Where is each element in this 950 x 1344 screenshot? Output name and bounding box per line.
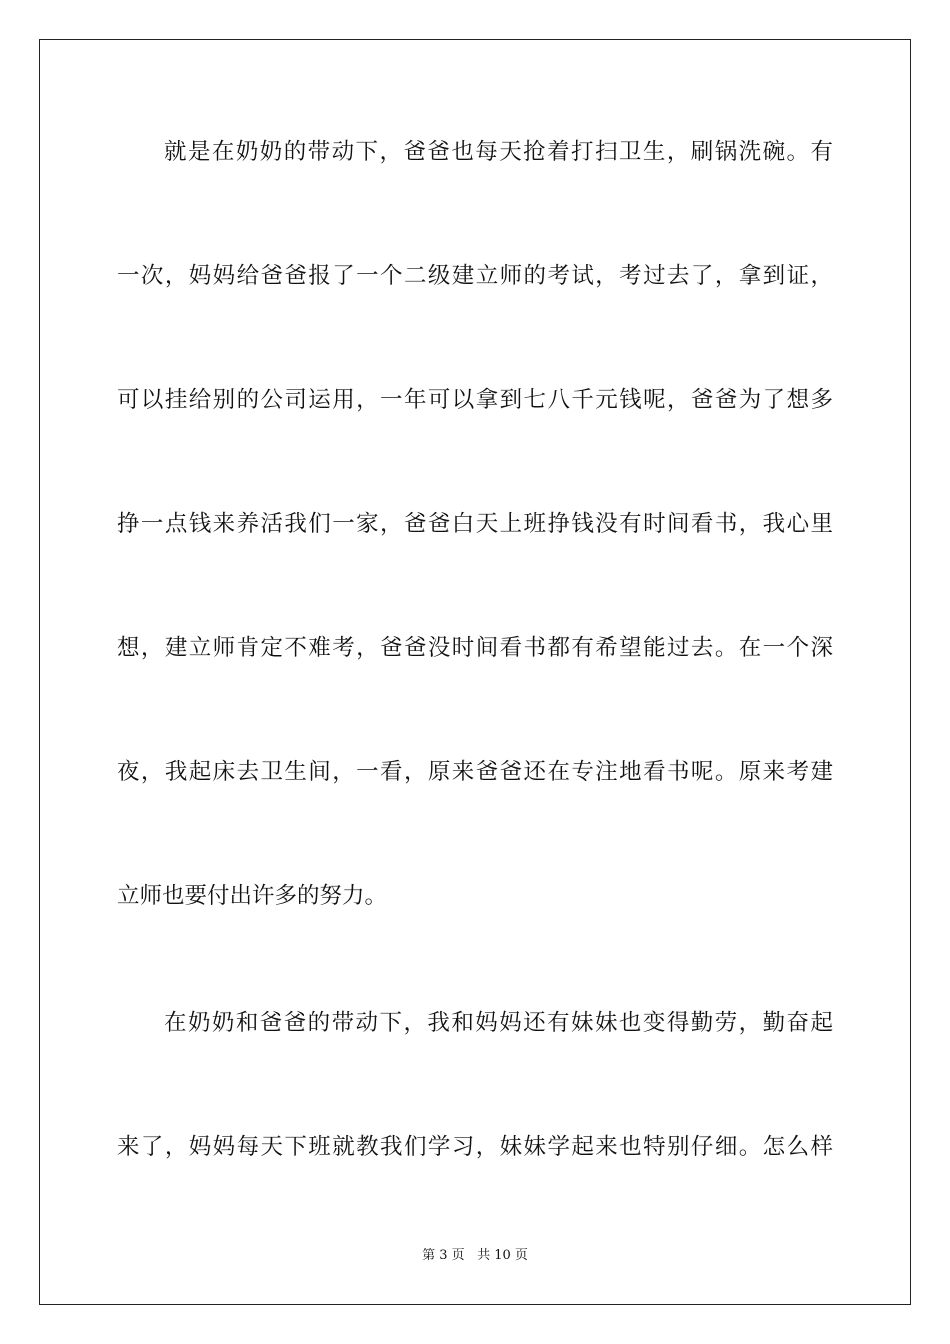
page-number: 第 3 页	[422, 1248, 465, 1263]
paragraph-1-line-7: 立师也要付出许多的努力。	[117, 883, 388, 909]
paragraph-2-line-2: 来了，妈妈每天下班就教我们学习，妹妹学起来也特别仔细。怎么样	[117, 1134, 833, 1160]
paragraph-2-line-1: 在奶奶和爸爸的带动下，我和妈妈还有妹妹也变得勤劳，勤奋起	[164, 1010, 833, 1036]
paragraph-1-line-6: 夜，我起床去卫生间，一看，原来爸爸还在专注地看书呢。原来考建	[117, 759, 833, 785]
paragraph-1-line-1: 就是在奶奶的带动下，爸爸也每天抢着打扫卫生，刷锅洗碗。有	[164, 139, 833, 165]
paragraph-1-line-3: 可以挂给别的公司运用，一年可以拿到七八千元钱呢，爸爸为了想多	[117, 387, 833, 413]
paragraph-1-line-4: 挣一点钱来养活我们一家，爸爸白天上班挣钱没有时间看书，我心里	[117, 511, 833, 537]
page-border	[39, 39, 911, 1305]
total-pages: 共 10 页	[477, 1248, 528, 1263]
paragraph-1-line-2: 一次，妈妈给爸爸报了一个二级建立师的考试，考过去了，拿到证，	[117, 263, 833, 289]
paragraph-1-line-5: 想，建立师肯定不难考，爸爸没时间看书都有希望能过去。在一个深	[117, 635, 833, 661]
page-footer	[0, 1246, 950, 1266]
